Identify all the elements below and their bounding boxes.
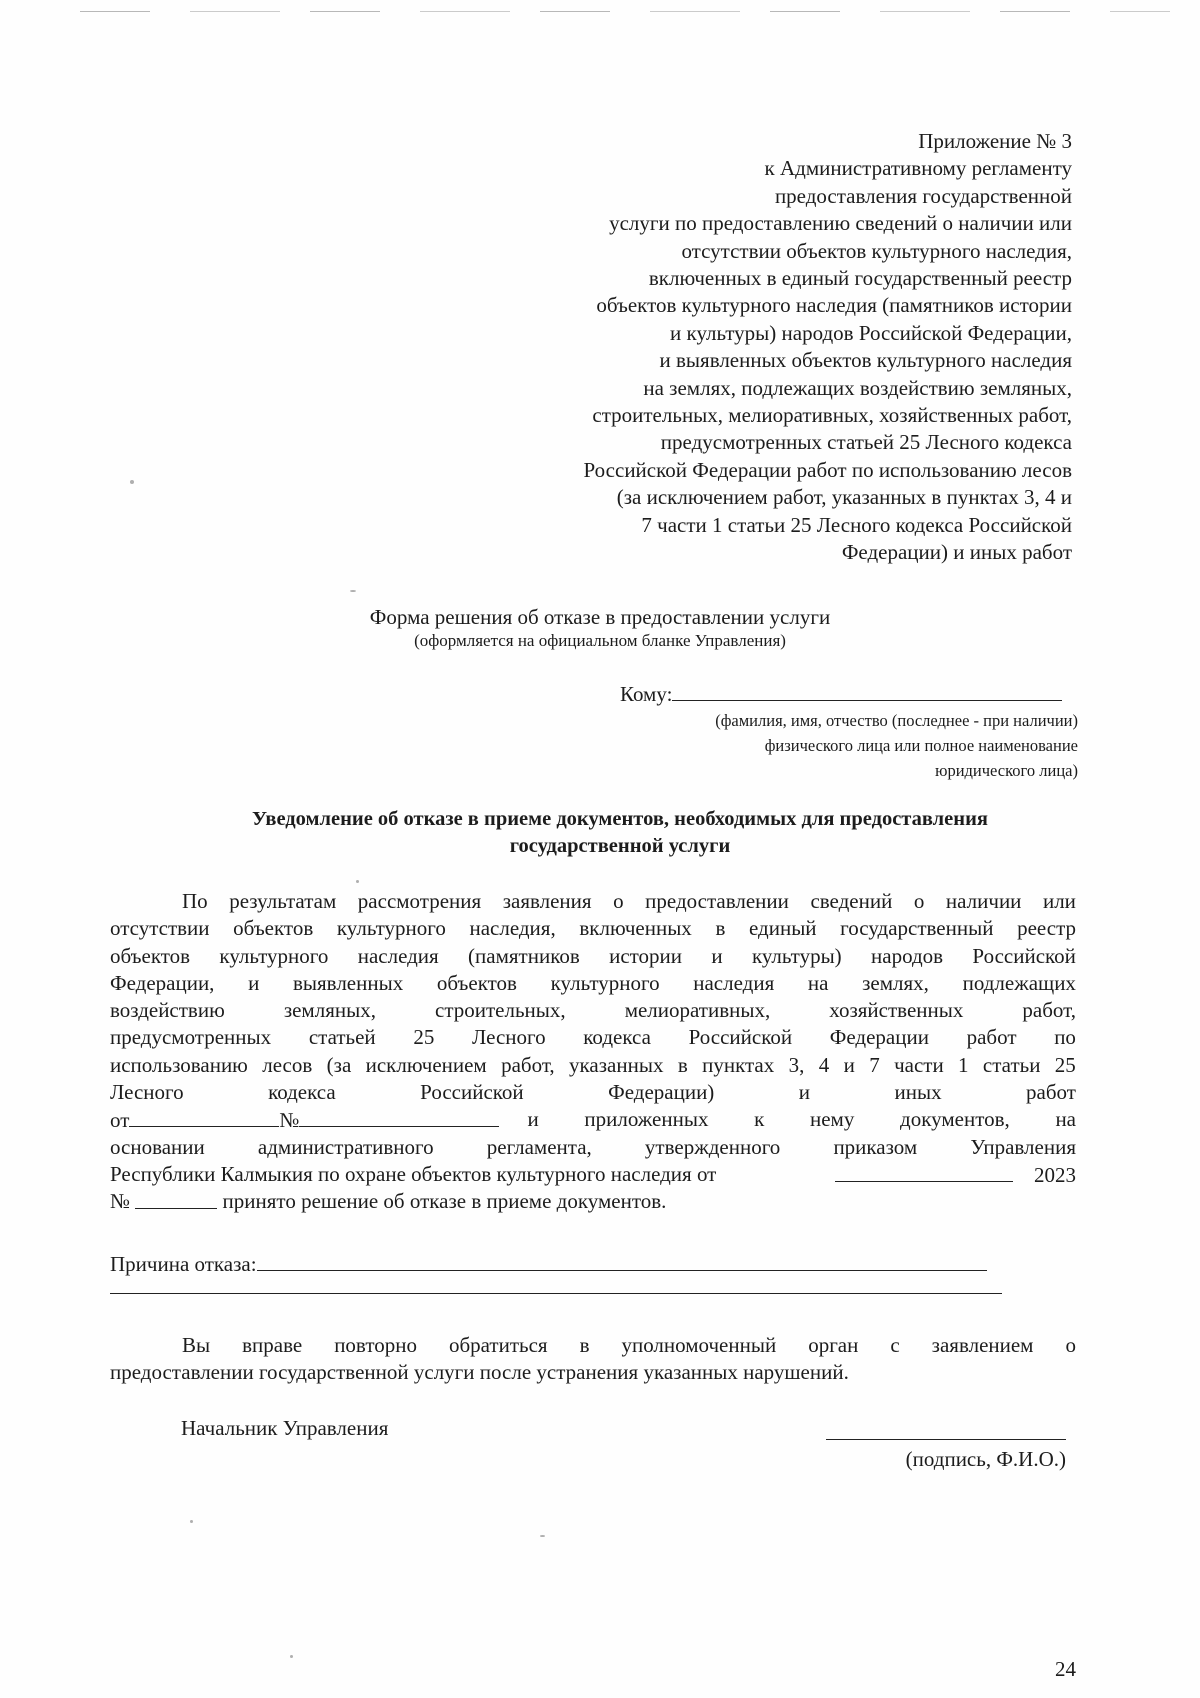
appendix-line: и выявленных объектов культурного наследия (659, 348, 1072, 373)
word: работ (1026, 1080, 1076, 1105)
word: (за (326, 1052, 352, 1077)
word: воздействию (110, 998, 225, 1023)
word: части (894, 1052, 944, 1077)
form-subtitle: (оформляется на официальном бланке Управления) (414, 631, 786, 650)
rest-words (527, 1106, 1076, 1133)
heading-line: Уведомление об отказе в приеме документов, необходимых для предоставления (252, 808, 988, 830)
order-number-blank-field (135, 1188, 217, 1209)
body-line-date-number (110, 1106, 1076, 1133)
heading-line: государственной услуги (509, 835, 731, 857)
word: орган (808, 1333, 859, 1357)
word: предусмотренных (110, 1025, 272, 1050)
word: и (248, 970, 260, 995)
word: в (677, 1052, 688, 1077)
word: документов, (900, 1107, 1010, 1132)
word: уполномоченный (621, 1333, 777, 1357)
word: с (890, 1333, 900, 1357)
word: и (527, 1107, 539, 1132)
word: о (1065, 1333, 1076, 1357)
word: кодекса (268, 1080, 336, 1105)
recipient-hint-line: юридического лица) (935, 761, 1078, 780)
word: на (1055, 1107, 1076, 1132)
word: статьей (308, 1025, 376, 1050)
order-date-blank-field (835, 1161, 1013, 1182)
word: и (711, 943, 723, 968)
word: повторно (334, 1333, 417, 1357)
recipient-hint-line: (фамилия, имя, отчество (последнее - при наличии) (715, 711, 1078, 730)
word: мелиоративных, (624, 998, 771, 1023)
word: подлежащих (962, 970, 1076, 995)
word: 4 (818, 1052, 830, 1077)
recipient-blank-field (672, 680, 1062, 701)
word: лесов (262, 1052, 313, 1077)
notice-heading (160, 806, 1080, 860)
word: административного (257, 1134, 434, 1159)
body-line (110, 970, 1076, 997)
word: выявленных (293, 970, 404, 995)
word: работ, (1022, 998, 1076, 1023)
word: о (913, 889, 925, 913)
word: включенных (579, 916, 692, 941)
word: По (182, 889, 208, 913)
indented-first-word (110, 1332, 210, 1359)
word: Лесного (472, 1025, 546, 1050)
body-line-order-date: Республики Калмыкия по охране объектов культурного наследия от 2023 (110, 1161, 1076, 1187)
word: использованию (110, 1052, 248, 1077)
order-date-group: 2023 (835, 1161, 1076, 1188)
word: земляных, (283, 998, 376, 1023)
word: 7 (869, 1052, 880, 1077)
appendix-line: предоставления государственной (774, 183, 1072, 208)
word: статьи (982, 1052, 1041, 1077)
recipient-label: Кому: (620, 682, 673, 706)
word: 1 (958, 1052, 969, 1077)
word: единый (748, 916, 817, 941)
word: о (613, 889, 624, 913)
word: предоставлении (645, 889, 789, 913)
word: Федерации) (608, 1080, 715, 1105)
form-title: Форма решения об отказе в предоставлении услуги (369, 605, 831, 629)
notice-line (110, 1332, 1076, 1359)
word: Российской (420, 1080, 524, 1105)
body-line (110, 888, 1076, 915)
word: землях, (862, 970, 929, 995)
word: Российской (972, 943, 1076, 968)
word: Лесного (110, 1080, 184, 1105)
word: регламента, (486, 1134, 592, 1159)
scan-edge-line (80, 11, 1170, 12)
word: хозяйственных (829, 998, 964, 1023)
word: заявлением (931, 1333, 1034, 1357)
body-line (110, 915, 1076, 942)
word: реестр (1017, 916, 1076, 941)
appendix-line: Федерации) и иных работ (841, 540, 1072, 565)
appendix-line: включенных в единый государственный реестр (648, 266, 1072, 291)
body-line (110, 1079, 1076, 1106)
notice-paragraph (110, 1332, 1076, 1387)
word: утвержденного (644, 1134, 781, 1159)
word: Управления (970, 1134, 1076, 1159)
word: наследия, (469, 916, 556, 941)
signature-blank-field (826, 1438, 1066, 1440)
chief-label: Начальник Управления (181, 1416, 389, 1440)
appendix-line: к Административному регламенту (764, 156, 1072, 181)
word: по (1054, 1025, 1076, 1050)
recipient-line (620, 680, 1072, 707)
word: и (843, 1052, 855, 1077)
word: (памятников (468, 943, 580, 968)
date-blank-field (129, 1106, 279, 1127)
body-line (110, 997, 1076, 1024)
appendix-line: (за исключением работ, указанных в пунктах 3, 4 и (616, 485, 1072, 510)
date-from-group: от № (110, 1106, 499, 1133)
word: 25 (413, 1025, 435, 1050)
word: народов (871, 943, 944, 968)
word: на (807, 970, 829, 995)
scan-speck (130, 480, 134, 484)
word: работ (966, 1025, 1017, 1050)
word: культуры) (751, 943, 842, 968)
word: в (715, 916, 726, 941)
appendix-line: Приложение № 3 (918, 129, 1072, 153)
number-blank-field (299, 1106, 499, 1127)
indented-first-word (110, 888, 208, 915)
word: основании (110, 1134, 205, 1159)
word: заявления (502, 889, 592, 913)
reason-line (110, 1250, 987, 1278)
reason-blank-field (257, 1250, 987, 1271)
appendix-line: и культуры) народов Российской Федерации, (670, 320, 1072, 345)
recipient-hint (560, 708, 1078, 783)
word: 3, (788, 1052, 805, 1077)
word: или (1042, 889, 1076, 913)
recipient-hint-line: физического лица или полное наименование (764, 736, 1078, 755)
word: работ, (501, 1052, 555, 1077)
word: иных (894, 1080, 942, 1105)
appendix-line: 7 части 1 статьи 25 Лесного кодекса Российской (641, 512, 1072, 537)
body-line (110, 943, 1076, 970)
word: строительных, (435, 998, 566, 1023)
word: культурного (336, 916, 446, 941)
word: государственный (840, 916, 994, 941)
word: сведений (810, 889, 893, 913)
word: истории (609, 943, 683, 968)
word: культурного (550, 970, 660, 995)
word: Федерации (829, 1025, 929, 1050)
scan-speck (540, 1535, 545, 1537)
word: приложенных (584, 1107, 709, 1132)
body-line-order-number: № принято решение об отказе в приеме документов. (110, 1189, 667, 1214)
word: в (579, 1333, 590, 1357)
body-line (110, 1024, 1076, 1051)
word: нему (810, 1107, 855, 1132)
word: Российской (688, 1025, 793, 1050)
appendix-line: объектов культурного наследия (памятников истории (596, 293, 1072, 318)
scan-speck (190, 1520, 193, 1523)
word: наличии (945, 889, 1022, 913)
reason-blank-field-2 (110, 1292, 1002, 1294)
word: исключением (365, 1052, 487, 1077)
scan-speck (356, 880, 359, 883)
appendix-line: Российской Федерации работ по использованию лесов (583, 457, 1072, 482)
appendix-line: предусмотренных статьей 25 Лесного кодекса (660, 430, 1072, 455)
body-line (110, 1052, 1076, 1079)
word: наследия (357, 943, 439, 968)
word: к (754, 1107, 765, 1132)
page-number: 24 (1055, 1657, 1076, 1681)
word: результатам (229, 889, 337, 913)
word: Вы (182, 1333, 211, 1357)
word: вправе (242, 1333, 303, 1357)
word: наследия (693, 970, 775, 995)
word: указанных (569, 1052, 664, 1077)
appendix-header (440, 128, 1072, 567)
word: Федерации, (110, 970, 215, 995)
reason-label: Причина отказа: (110, 1252, 257, 1276)
word: культурного (219, 943, 329, 968)
appendix-line: строительных, мелиоративных, хозяйственных работ, (592, 403, 1072, 428)
word: объектов (110, 943, 191, 968)
appendix-line: отсутствии объектов культурного наследия, (681, 238, 1072, 263)
word: рассмотрения (357, 889, 482, 913)
word: приказом (833, 1134, 918, 1159)
appendix-line: на землях, подлежащих воздействию земляных, (643, 375, 1072, 400)
scan-speck (350, 590, 356, 592)
signature-hint: (подпись, Ф.И.О.) (905, 1447, 1066, 1471)
word: и (798, 1080, 811, 1105)
notice-line: предоставлении государственной услуги после устранения указанных нарушений. (110, 1360, 849, 1385)
body-line (110, 1134, 1076, 1161)
word: кодекса (583, 1025, 651, 1050)
word: объектов (436, 970, 517, 995)
word: 25 (1054, 1052, 1076, 1077)
word: объектов (233, 916, 314, 941)
scan-speck (290, 1655, 293, 1658)
appendix-line: услуги по предоставлению сведений о наличии или (609, 211, 1072, 236)
word: пунктах (702, 1052, 775, 1077)
word: отсутствии (110, 916, 210, 941)
body-paragraph (110, 888, 1076, 1216)
word: обратиться (448, 1333, 548, 1357)
